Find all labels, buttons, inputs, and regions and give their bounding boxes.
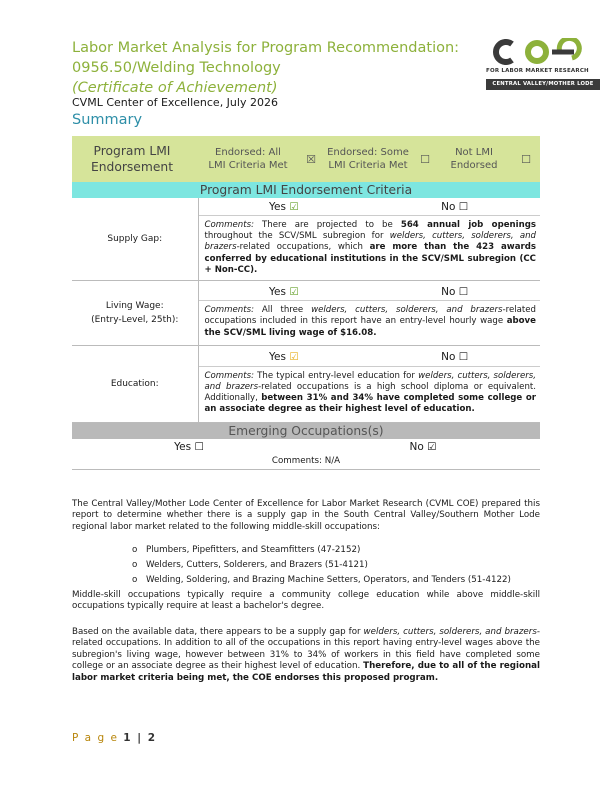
- no-checkbox[interactable]: ☐: [458, 285, 469, 298]
- emerging-comments: Comments: N/A: [271, 456, 341, 467]
- page-footer: [72, 732, 157, 744]
- list-item: o Welding, Soldering, and Brazing Machine Setters, Operators, and Tenders (51-4122): [146, 573, 511, 588]
- criteria-heading-row: [72, 182, 540, 198]
- emerging-no-checkbox[interactable]: ☑: [427, 441, 437, 454]
- list-item: o Welders, Cutters, Solderers, and Brazers (51-4121): [146, 558, 511, 573]
- middle-skill-paragraph: Middle-skill occupations typically require a community college education while above middle-skill occupations typically require at least a bachelor's degree.: [72, 590, 540, 612]
- report-title: [72, 38, 472, 98]
- criteria-comment: Comments: There are projected to be 564 annual job openings throughout the SCV/SML subregion for welders, cutters, solderers, and brazers-related occupations, which are more than the 423 awards conferred by educational institutions in the SCV/SML subregion (CC + Non-CC).: [204, 220, 536, 275]
- option-endorsed-all-label: Endorsed: All LMI Criteria Met: [208, 147, 288, 171]
- coe-wordmark-icon: [490, 38, 590, 66]
- option-endorsed-all-checkbox[interactable]: ☒: [306, 152, 316, 166]
- title-line-1: Labor Market Analysis for Program Recommendation:: [72, 40, 460, 56]
- criteria-label: Supply Gap:: [72, 198, 198, 281]
- criteria-label: Education:: [72, 346, 198, 423]
- emerging-row: Yes ☐ No ☑ Comments: N/A: [72, 439, 540, 470]
- yes-checkbox[interactable]: ☑: [289, 200, 299, 213]
- intro-paragraph: The Central Valley/Mother Lode Center of Excellence for Labor Market Research (CVML COE) prepared this report to determine whether there is a supply gap in the South Central Valley/Southern Mother Lode regional labor market related to the following middle-skill occupations:: [72, 499, 540, 532]
- page-label: P a g e: [72, 732, 124, 744]
- emerging-heading: Emerging Occupations(s): [72, 423, 540, 440]
- title-line-2: 0956.50/Welding Technology: [72, 60, 281, 76]
- endorsement-row: [72, 136, 540, 182]
- option-not-endorsed-label: Not LMI Endorsed: [450, 147, 498, 171]
- logo-banner: CENTRAL VALLEY/MOTHER LODE: [486, 79, 600, 90]
- yes-checkbox[interactable]: ☑: [289, 285, 299, 298]
- criteria-row-supply-gap: [72, 198, 540, 281]
- yes-checkbox[interactable]: ☑: [289, 351, 299, 364]
- yes-no-row: Yes ☑ No ☐: [199, 283, 541, 301]
- criteria-comment: Comments: All three welders, cutters, solderers, and brazers-related occupations included in this report have an entry-level hourly wage above the SCV/SML living wage of $16.08.: [204, 305, 536, 338]
- logo-tagline: FOR LABOR MARKET RESEARCH: [486, 68, 589, 74]
- criteria-row-education: [72, 346, 540, 423]
- summary-table: [72, 136, 540, 470]
- option-endorsed-some-label: Endorsed: Some LMI Criteria Met: [327, 147, 409, 171]
- report-subtitle: CVML Center of Excellence, July 2026: [72, 96, 278, 109]
- option-endorsed-some-checkbox[interactable]: ☐: [420, 152, 430, 166]
- list-item: o Plumbers, Pipefitters, and Steamfitters (47-2152): [146, 543, 511, 558]
- criteria-row-living-wage: [72, 281, 540, 346]
- emerging-yes-checkbox[interactable]: ☐: [194, 441, 204, 454]
- criteria-comment: Comments: The typical entry-level education for welders, cutters, solderers, and brazers-related occupations is a high school diploma or equivalent. Additionally, between 31% and 34% have completed some college or an associate degree as their highest level of education.: [204, 370, 537, 415]
- option-not-endorsed-checkbox[interactable]: ☐: [521, 152, 531, 166]
- no-checkbox[interactable]: ☐: [458, 200, 469, 213]
- coe-logo: [486, 38, 600, 96]
- page-number: 1 | 2: [123, 732, 157, 744]
- yes-no-row: Yes ☑ No ☐: [199, 349, 541, 367]
- criteria-label: Living Wage: (Entry-Level, 25th):: [72, 281, 198, 346]
- conclusion-paragraph: Based on the available data, there appears to be a supply gap for welders, cutters, solderers, and brazers-related occupations. In addition to all of the occupations in this report having entry-level wages above the subregion's living wage, however between 31% to 34% of workers in this field have completed some college or an associate degree as their highest level of education. Therefore, due to all of the regional labor market criteria being met, the COE endorses this proposed program.: [72, 627, 541, 683]
- criteria-heading: Program LMI Endorsement Criteria: [72, 182, 540, 198]
- no-checkbox[interactable]: ☐: [458, 351, 469, 364]
- section-heading-summary: Summary: [72, 112, 143, 128]
- title-line-3: (Certificate of Achievement): [72, 80, 278, 96]
- emerging-heading-row: [72, 423, 540, 440]
- occupation-list: [146, 543, 511, 588]
- yes-no-row: Yes ☑ No ☐: [199, 198, 541, 216]
- endorsement-heading: Program LMI Endorsement: [90, 144, 174, 174]
